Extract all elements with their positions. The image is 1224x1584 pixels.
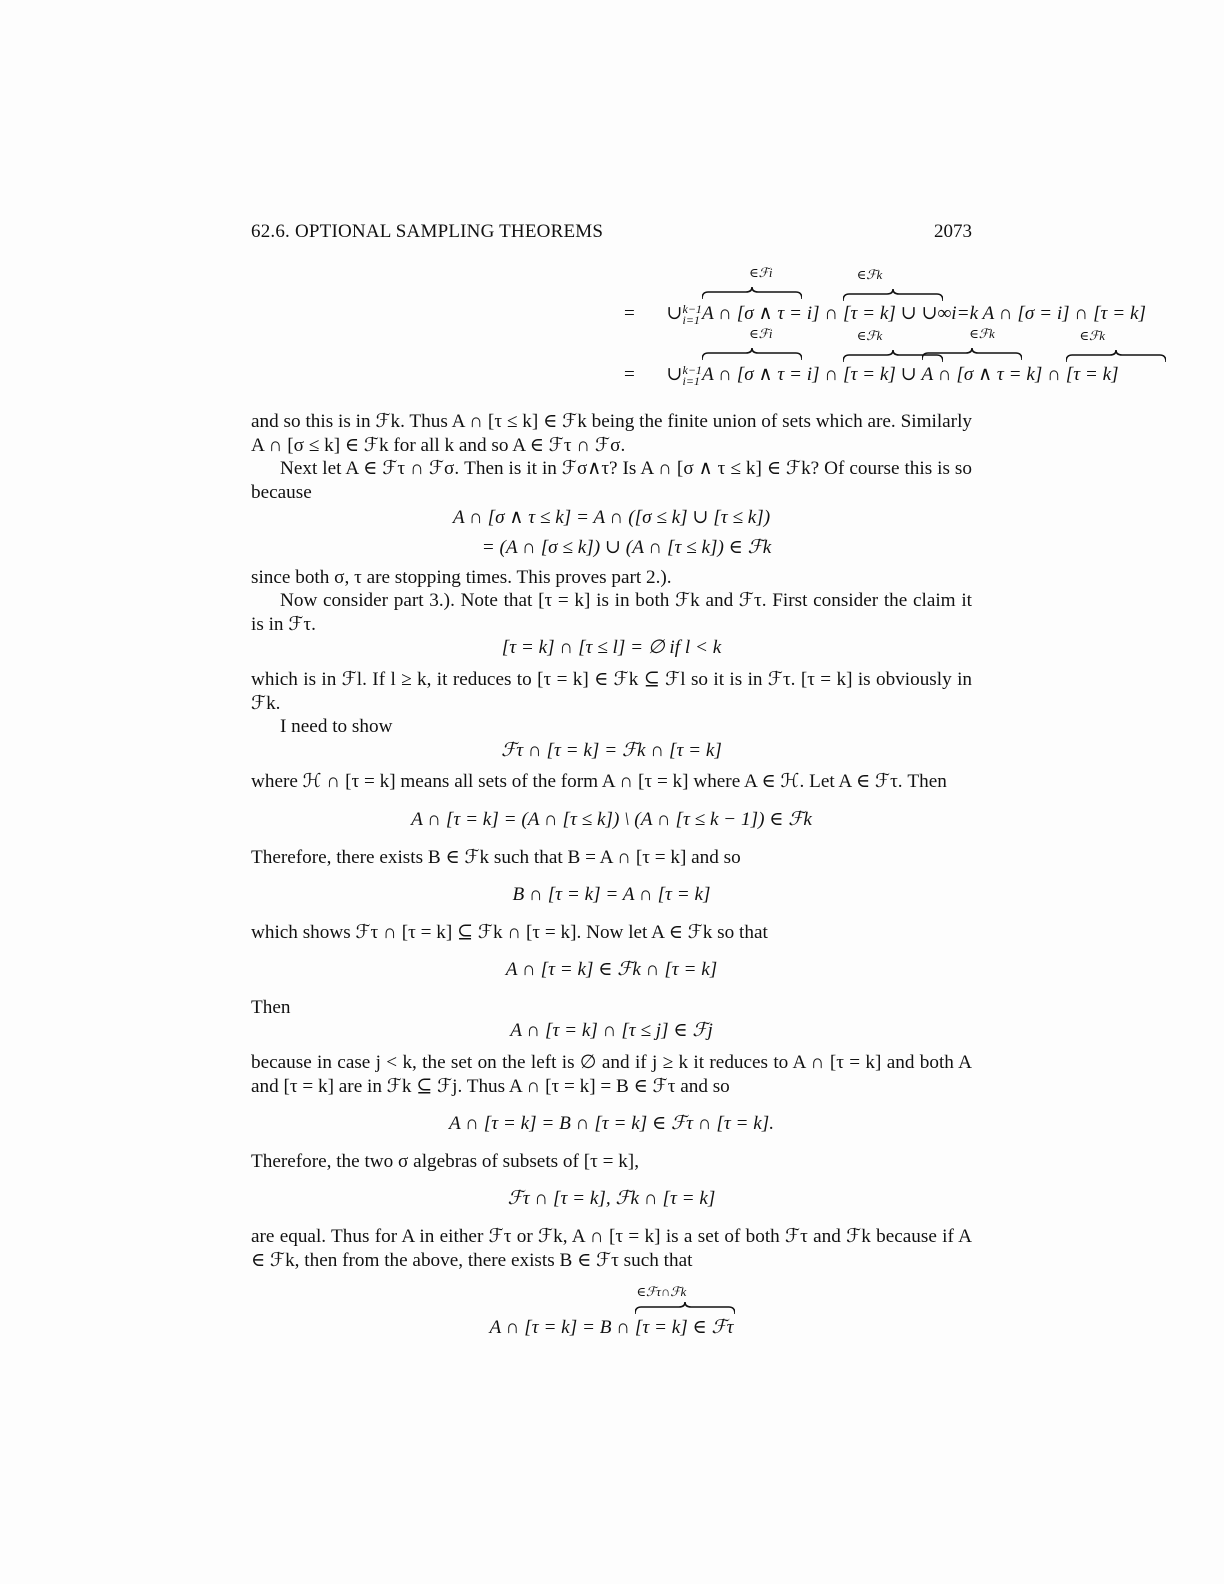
equation-text: A ∩ [τ = k] ∩ [τ ≤ j] ∈ ℱj xyxy=(510,1020,713,1042)
brace-label: ∈ℱk xyxy=(856,267,883,282)
paragraph: Next let A ∈ ℱτ ∩ ℱσ. Then is it in ℱσ∧τ? Is A ∩ [σ ∧ τ ≤ k] ∈ ℱk? Of course this is so because xyxy=(251,458,972,503)
paragraph: Therefore, the two σ algebras of subsets of [τ = k], xyxy=(251,1150,639,1172)
equation-text: ∈ ℱτ xyxy=(687,1317,734,1339)
body-text xyxy=(251,410,972,1340)
overbrace-term xyxy=(921,326,1043,386)
paragraph: Now consider part 3.). Note that [τ = k] is in both ℱk and ℱτ. First consider the claim it is in ℱτ. xyxy=(251,590,972,635)
page-number: 2073 xyxy=(934,221,972,242)
display-equation xyxy=(251,536,972,560)
overbrace xyxy=(1066,350,1166,362)
equation-text: A ∩ [τ = k] = B ∩ xyxy=(489,1317,635,1339)
union-sub: i=1 xyxy=(682,373,700,388)
brace-label: ∈ℱk xyxy=(1079,328,1106,343)
paragraph: because in case j < k, the set on the left is ∅ and if j ≥ k it reduces to A ∩ [τ = k] and both A and [τ = k] are in ℱk ⊆ ℱj. Thus A ∩ [τ = k] = B ∈ ℱτ and so xyxy=(251,1052,972,1097)
paragraph: and so this is in ℱk. Thus A ∩ [τ ≤ k] ∈ ℱk being the finite union of sets which are. Similarly A ∩ [σ ≤ k] ∈ ℱk for all k and so A ∈ ℱτ ∩ ℱσ. xyxy=(251,411,972,456)
display-equation xyxy=(251,739,972,763)
display-equation xyxy=(251,958,972,982)
overbrace xyxy=(702,348,802,360)
equation-text: ℱτ ∩ [τ = k], ℱk ∩ [τ = k] xyxy=(507,1188,716,1210)
overbrace xyxy=(843,289,943,301)
equation-text: A ∩ [τ = k] = B ∩ [τ = k] ∈ ℱτ ∩ [τ = k]. xyxy=(448,1113,775,1135)
brace-label: ∈ℱi xyxy=(749,265,773,280)
term-rest: ∪ ∪∞i=k A ∩ [σ = i] ∩ [τ = k] xyxy=(895,303,1146,324)
paragraph: Then xyxy=(251,996,291,1018)
display-equation xyxy=(251,1284,972,1340)
paragraph: where ℋ ∩ [τ = k] means all sets of the form A ∩ [τ = k] where A ∈ ℋ. Let A ∈ ℱτ. Then xyxy=(251,771,947,793)
display-equation xyxy=(251,1019,972,1043)
paragraph: are equal. Thus for A in either ℱτ or ℱk, A ∩ [τ = k] is a set of both ℱτ and ℱk because if A ∈ ℱk, then from the above, there exists B ∈ ℱτ such that xyxy=(251,1226,972,1271)
brace-label: ∈ℱτ∩ℱk xyxy=(636,1284,687,1300)
brace-label: ∈ℱk xyxy=(969,326,995,341)
term: A ∩ [σ ∧ τ = i] xyxy=(701,364,820,385)
eq-sign: = xyxy=(624,364,635,385)
term: [τ = k] xyxy=(843,364,896,385)
paragraph: which shows ℱτ ∩ [τ = k] ⊆ ℱk ∩ [τ = k]. Now let A ∈ ℱk so that xyxy=(251,921,768,943)
equation-text: A ∩ [τ = k] = (A ∩ [τ ≤ k]) \ (A ∩ [τ ≤ k − 1]) ∈ ℱk xyxy=(411,808,812,830)
section-title: 62.6. OPTIONAL SAMPLING THEOREMS xyxy=(251,221,604,242)
cap: ∩ xyxy=(819,303,843,324)
paragraph: Therefore, there exists B ∈ ℱk such that B = A ∩ [τ = k] and so xyxy=(251,846,741,868)
display-equation xyxy=(251,1187,972,1211)
cap: ∩ xyxy=(1042,364,1066,385)
overbrace xyxy=(635,1302,735,1314)
equation-row-1 xyxy=(624,265,1146,327)
equation-text: [τ = k] ∩ [τ ≤ l] = ∅ if l < k xyxy=(501,637,722,659)
paragraph: I need to show xyxy=(280,716,393,738)
union-symbol: ∪ xyxy=(666,303,683,324)
term: [τ = k] xyxy=(634,1317,688,1339)
paragraph: since both σ, τ are stopping times. This proves part 2.). xyxy=(251,566,672,588)
display-equation xyxy=(251,1112,972,1136)
display-equation xyxy=(251,506,972,530)
display-equation xyxy=(251,883,972,907)
overbrace-term xyxy=(634,1284,688,1340)
display-equation xyxy=(251,636,972,660)
equation-text: B ∩ [τ = k] = A ∩ [τ = k] xyxy=(512,884,711,906)
display-equation xyxy=(251,808,972,832)
union-symbol: ∪ xyxy=(666,364,683,385)
brace-label: ∈ℱi xyxy=(749,326,773,341)
term: [τ = k] xyxy=(843,303,896,324)
equation-text: A ∩ [σ ∧ τ ≤ k] = A ∩ ([σ ≤ k] ∪ [τ ≤ k]) xyxy=(452,507,771,529)
overbrace-term xyxy=(843,328,896,386)
brace-label: ∈ℱk xyxy=(856,328,883,343)
term: A ∩ [σ ∧ τ = i] xyxy=(701,303,820,324)
union-sub: i=1 xyxy=(682,312,700,327)
union-sup: k−1 xyxy=(682,362,702,377)
cup: ∪ xyxy=(895,364,922,385)
equation-row-2 xyxy=(624,326,1119,388)
term: [τ = k] xyxy=(1065,364,1119,385)
union-sup: k−1 xyxy=(682,301,702,316)
equation-text: ℱτ ∩ [τ = k] = ℱk ∩ [τ = k] xyxy=(501,739,722,761)
overbrace-term xyxy=(701,265,820,325)
term: A ∩ [σ ∧ τ = k] xyxy=(921,364,1043,385)
overbrace xyxy=(702,287,802,299)
paragraph: which is in ℱl. If l ≥ k, it reduces to [τ = k] ∈ ℱk ⊆ ℱl so it is in ℱτ. [τ = k] is obviously in ℱk. xyxy=(251,668,972,714)
equation-text: A ∩ [τ = k] ∈ ℱk ∩ [τ = k] xyxy=(505,959,718,981)
overbrace-term xyxy=(843,267,896,325)
equation-text: = (A ∩ [σ ≤ k]) ∪ (A ∩ [τ ≤ k]) ∈ ℱk xyxy=(481,536,772,558)
eq-sign: = xyxy=(624,303,635,324)
overbrace xyxy=(922,348,1022,360)
overbrace-term xyxy=(701,326,820,386)
overbrace-term xyxy=(1065,328,1119,386)
cap: ∩ xyxy=(819,364,843,385)
